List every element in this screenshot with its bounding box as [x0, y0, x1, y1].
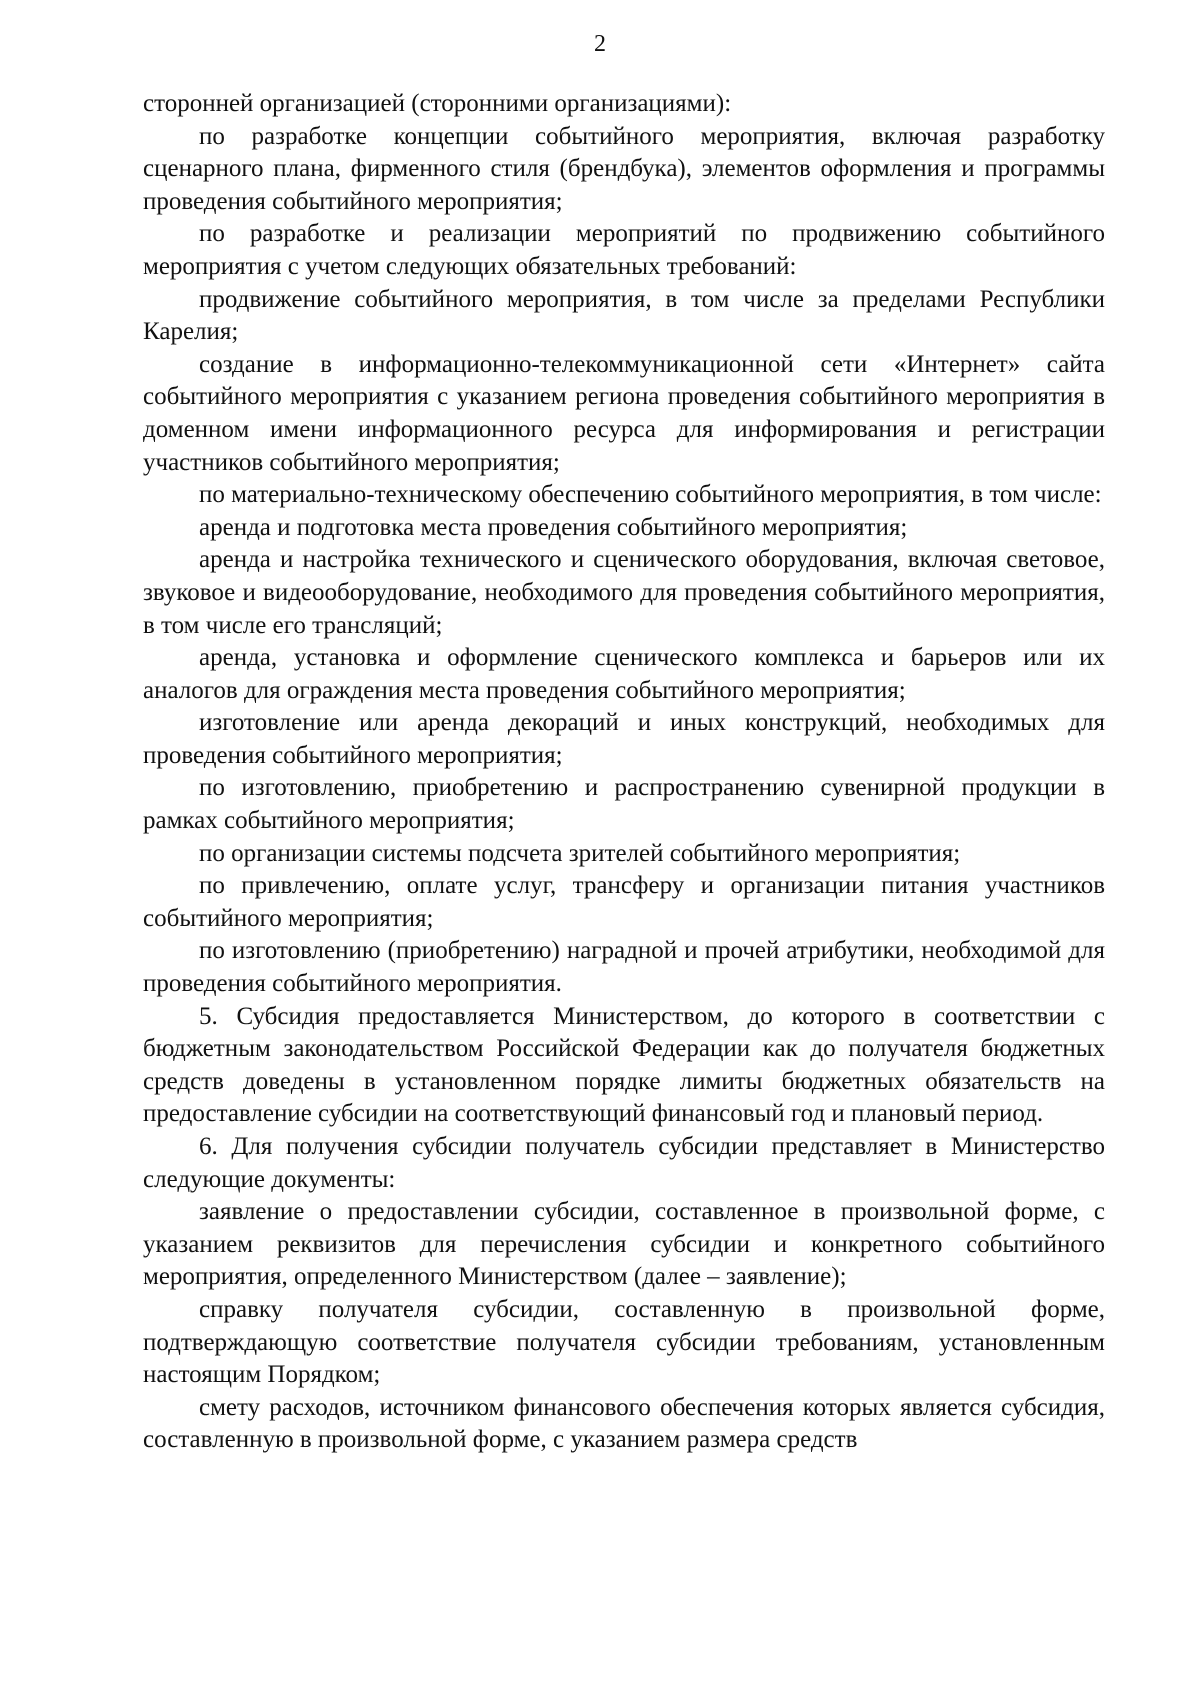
paragraph: по разработке и реализации мероприятий по продвижению событийного мероприятия с учетом следующих обязательных требований: [143, 220, 1105, 280]
paragraph: смету расходов, источником финансового обеспечения которых является субсидия, составленную в произвольной форме, с указанием размера средств [143, 1393, 1105, 1454]
paragraph: по изготовлению, приобретению и распространению сувенирной продукции в рамках событийного мероприятия; [143, 774, 1105, 835]
paragraph: по организации системы подсчета зрителей событийного мероприятия; [199, 839, 961, 867]
paragraph: создание в информационно-телекоммуникационной сети «Интернет» сайта событийного мероприятия с указанием региона проведения событийного мероприятия в доменном имени информационного ресурса для информирования и регистрации участников событийного мероприятия; [143, 350, 1105, 476]
paragraph: 6. Для получения субсидии получатель субсидии представляет в Министерство следующие документы: [143, 1133, 1105, 1193]
paragraph: сторонней организацией (сторонними организациями): [143, 90, 732, 117]
page-number: 2 [594, 31, 606, 57]
paragraph: аренда и подготовка места проведения событийного мероприятия; [199, 513, 908, 541]
paragraph: аренда, установка и оформление сценического комплекса и барьеров или их аналогов для ограждения места проведения событийного мероприятия; [143, 644, 1105, 704]
paragraph: заявление о предоставлении субсидии, составленное в произвольной форме, с указанием реквизитов для перечисления субсидии и конкретного событийного мероприятия, определенного Министерством (далее – заявление); [143, 1198, 1105, 1291]
paragraph: 5. Субсидия предоставляется Министерством, до которого в соответствии с бюджетным законодательством Российской Федерации как до получателя бюджетных средств доведены в установленном порядке лимиты бюджетных обязательств на предоставление субсидии на соответствующий финансовый год и плановый период. [143, 1002, 1105, 1128]
paragraph: продвижение событийного мероприятия, в том числе за пределами Республики Карелия; [143, 285, 1105, 346]
paragraph: аренда и настройка технического и сценического оборудования, включая световое, звуковое и видеооборудование, необходимого для проведения событийного мероприятия, в том числе его трансляций; [143, 546, 1105, 639]
paragraph: по разработке концепции событийного мероприятия, включая разработку сценарного плана, фирменного стиля (брендбука), элементов оформления и программы проведения событийного мероприятия; [143, 122, 1105, 215]
paragraph: по материально-техническому обеспечению событийного мероприятия, в том числе: [199, 481, 1102, 509]
paragraph: по привлечению, оплате услуг, трансферу и организации питания участников событийного мероприятия; [143, 872, 1105, 932]
paragraph: справку получателя субсидии, составленную в произвольной форме, подтверждающую соответствие получателя субсидии требованиям, установленным настоящим Порядком; [143, 1295, 1105, 1389]
document-body [143, 88, 1105, 1457]
paragraph: изготовление или аренда декораций и иных конструкций, необходимых для проведения событийного мероприятия; [143, 709, 1105, 769]
paragraph: по изготовлению (приобретению) наградной и прочей атрибутики, необходимой для проведения событийного мероприятия. [143, 937, 1105, 998]
